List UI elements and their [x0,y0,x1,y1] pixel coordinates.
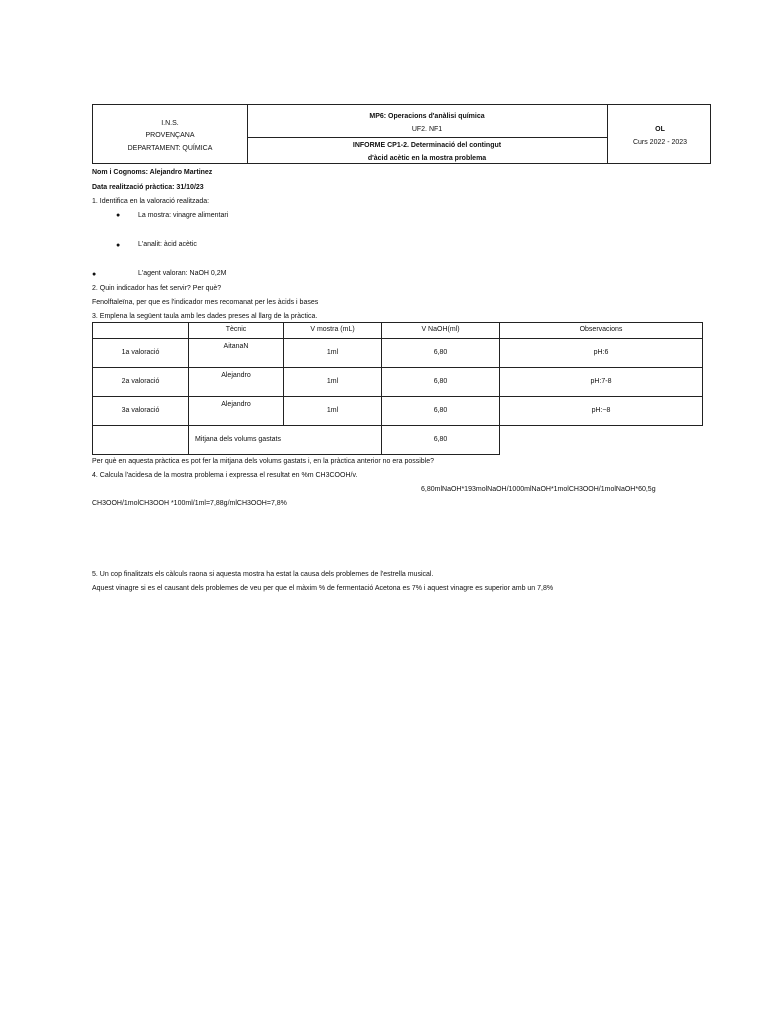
answer-analyte: L'analit: àcid acètic [138,241,197,248]
question-4: 4. Calcula l'acidesa de la mostra problema i expressa el resultat en %m CH3COOH/v. [92,472,358,479]
mean-label: Mitjana dels volums gastats [189,426,382,455]
school-label: I.N.S. [161,120,179,127]
question-3-followup: Per què en aquesta pràctica es pot fer la mitjana dels volums gastats i, en la pràctica anterior no era possible? [92,458,435,465]
report-title-line1: INFORME CP1-2. Determinació del contingut [352,142,502,149]
table-mean-row [93,426,703,455]
answer-5: Aquest vinagre si es el causant dels problemes de veu per que el màxim % de fermentació Acetona es 7% i aquest vinagre es superior amb un 7,8% [92,585,554,592]
technician-name: AitanaN [223,343,249,350]
question-3: 3. Emplena la següent taula amb les dades preses al llarg de la pràctica. [92,313,318,320]
school-name: PROVENÇANA [145,132,195,139]
sample-volume: 1ml [284,368,382,397]
course-cell [608,105,712,163]
table-header-cell: V NaOH(ml) [382,323,500,339]
row-label: 1a valoració [93,339,189,368]
school-cell [93,105,248,163]
question-1: 1. Identifica en la valoració realitzada: [92,198,210,205]
observation: pH:6 [500,339,703,368]
sample-volume: 1ml [284,397,382,426]
technician-cell [189,368,284,397]
table-header-cell: V mostra (mL) [284,323,382,339]
student-name: Nom i Cognoms: Alejandro Martinez [92,169,213,176]
technician-name: Alejandro [221,372,251,379]
technician-name: Alejandro [221,401,251,408]
naoh-volume: 6,80 [382,368,500,397]
table-header-cell: Observacions [500,323,703,339]
table-header-cell: Tècnic [189,323,284,339]
answer-titrant: L'agent valoran: NaOH 0,2M [138,270,227,277]
bullet-icon: ● [116,242,121,249]
calc-line-1: 6,80mlNaOH*193molNaOH/1000mlNaOH*1molCH3OOH/1molNaOH*60,5g [421,486,656,493]
sample-volume: 1ml [284,339,382,368]
answer-sample: La mostra: vinagre alimentari [138,212,229,219]
unit-label: UF2. NF1 [411,126,443,133]
observation: pH:~8 [500,397,703,426]
titration-table [92,322,703,455]
table-row [93,368,703,397]
calc-line-2: CH3OOH/1molCH3OOH *100ml/1ml=7,88g/mlCH3OOH=7,8% [92,500,287,507]
answer-2: Fenolftaleïna, per que es l'indicador mes recomanat per les àcids i bases [92,299,319,306]
question-5: 5. Un cop finalitzats els càlculs raona si aquesta mostra ha estat la causa dels problemes de l'estrella musical. [92,571,434,578]
module-cell [247,105,608,163]
bullet-icon: ● [92,271,97,278]
naoh-volume: 6,80 [382,397,500,426]
row-label: 3a valoració [93,397,189,426]
department-label: DEPARTAMENT: QUÍMICA [127,145,213,152]
technician-cell [189,339,284,368]
report-title-line2: d'àcid acètic en la mostra problema [367,155,487,162]
course-label: Curs 2022 - 2023 [632,139,688,146]
module-title: MP6: Operacions d'anàlisi química [369,113,485,120]
table-header-row [93,323,703,339]
table-header-cell [93,323,189,339]
document-header [92,104,711,164]
technician-cell [189,397,284,426]
table-row [93,397,703,426]
empty-cell [93,426,189,455]
bullet-icon: ● [116,212,121,219]
row-label: 2a valoració [93,368,189,397]
level-label: OL [655,126,665,133]
empty-cell [500,426,703,455]
naoh-volume: 6,80 [382,339,500,368]
observation: pH:7-8 [500,368,703,397]
question-2: 2. Quin indicador has fet servir? Per què? [92,285,222,292]
mean-value: 6,80 [382,426,500,455]
practice-date: Data realització pràctica: 31/10/23 [92,184,204,191]
table-row [93,339,703,368]
